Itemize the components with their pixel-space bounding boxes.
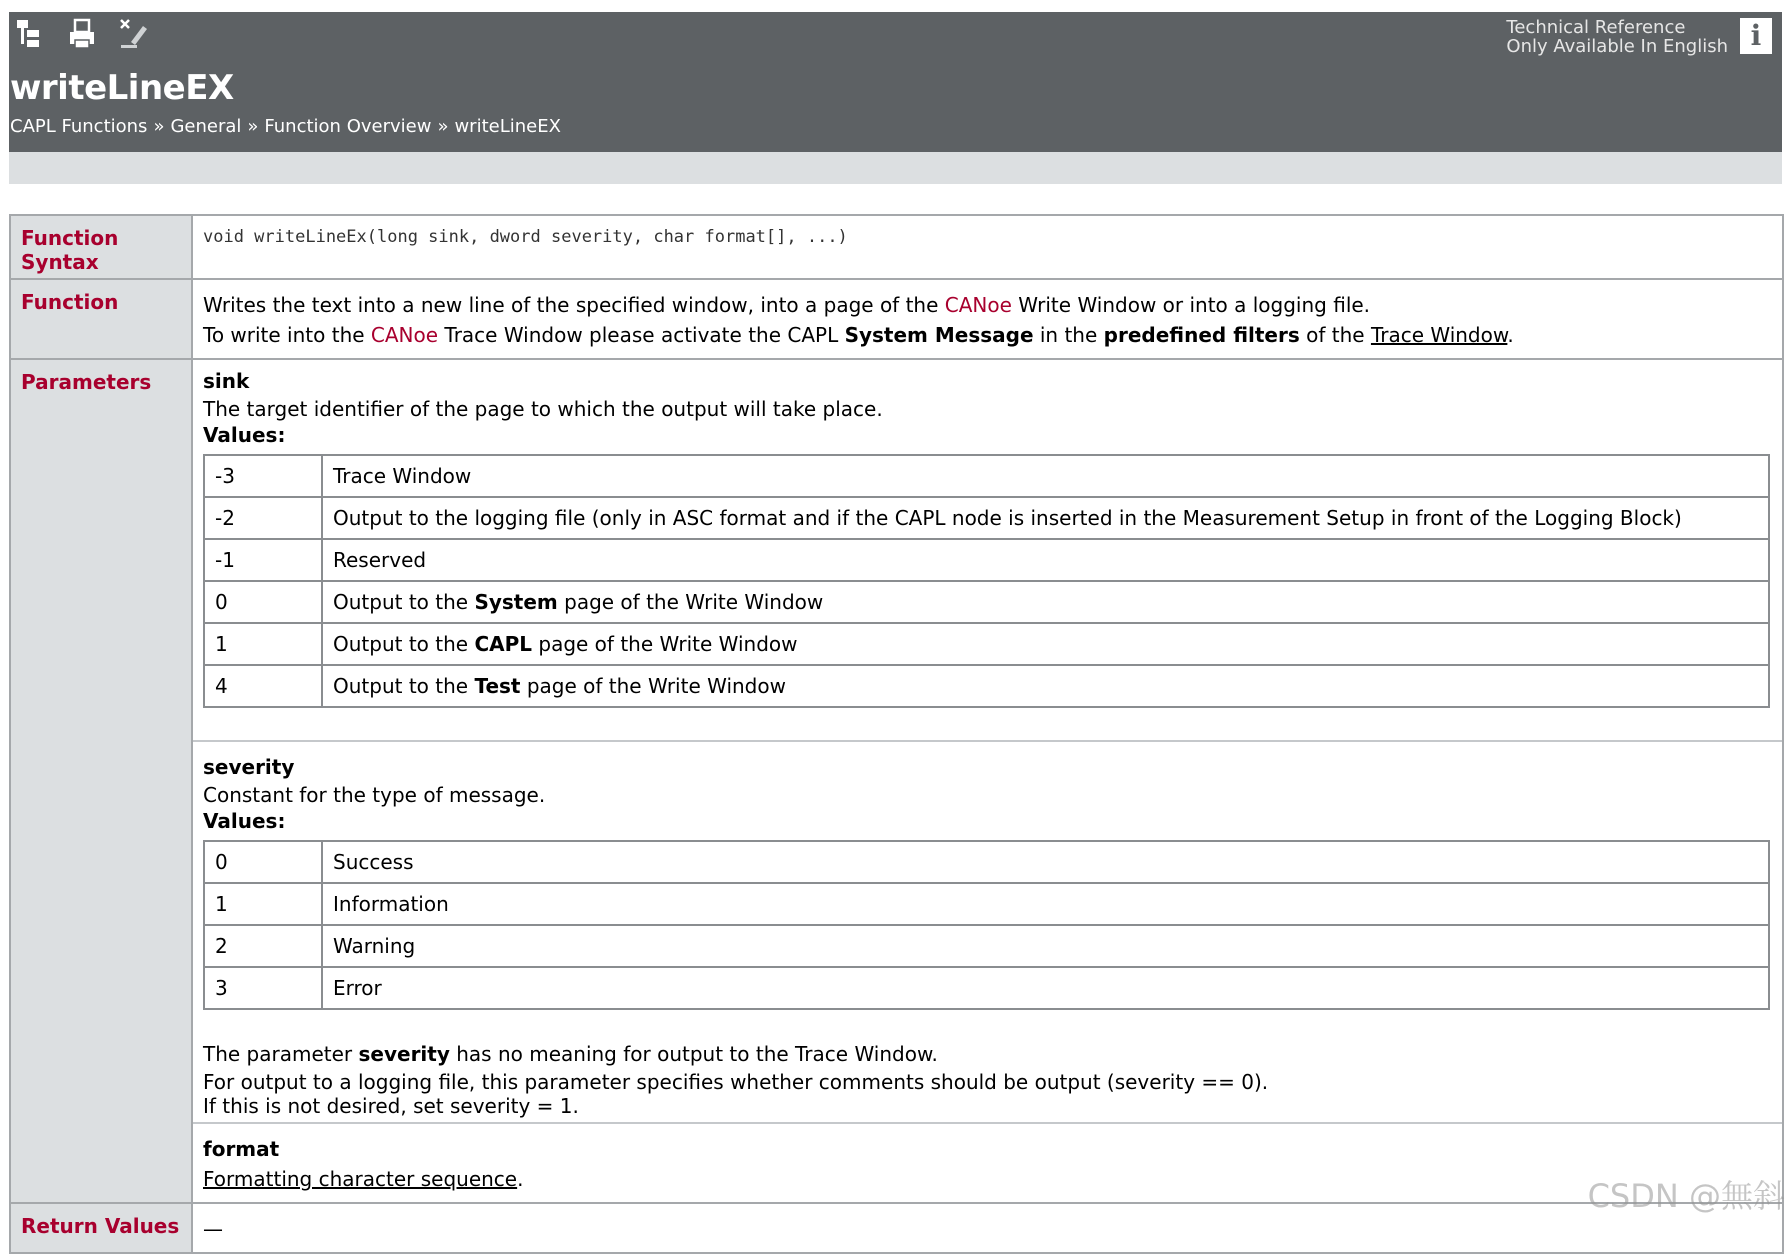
close-edit-icon[interactable]	[119, 18, 149, 50]
value-cell: 0	[204, 841, 322, 883]
text: has no meaning for output to the Trace Window.	[449, 1042, 938, 1066]
table-row	[204, 841, 1769, 883]
tech-ref-line2: Only Available In English	[1506, 36, 1728, 57]
breadcrumb-current: writeLineEX	[454, 116, 561, 137]
page-title: writeLineEX	[10, 68, 234, 108]
meaning-cell: Success	[322, 841, 1769, 883]
tech-ref-line1: Technical Reference	[1506, 17, 1686, 38]
canoe-term: CANoe	[370, 323, 439, 347]
watermark: CSDN @無斜	[1587, 1177, 1785, 1215]
param-name-format: format	[203, 1137, 280, 1161]
text: Output to the	[333, 632, 475, 656]
meaning-cell: Warning	[322, 925, 1769, 967]
severity-term: severity	[358, 1042, 450, 1066]
text: page of the Write Window	[520, 674, 786, 698]
meaning-cell	[322, 497, 1769, 539]
value-cell: 3	[204, 967, 322, 1009]
parameters-label: Parameters	[10, 359, 192, 1203]
return-values-row	[10, 1203, 1783, 1253]
text: page of the Write Window	[532, 632, 798, 656]
values-label: Values:	[203, 423, 286, 447]
value-cell: -3	[204, 455, 322, 497]
value-cell: 0	[204, 581, 322, 623]
function-line-1	[203, 290, 1772, 320]
text: Writes the text into a new line of the specified window, into a page of the	[203, 293, 945, 317]
param-severity	[203, 752, 1772, 1134]
breadcrumb-capl-functions[interactable]: CAPL Functions	[10, 116, 148, 137]
text: .	[1507, 323, 1514, 347]
table-row	[204, 967, 1769, 1009]
text: To write into the	[203, 323, 371, 347]
meaning-cell	[322, 665, 1769, 707]
breadcrumb-function-overview[interactable]: Function Overview	[264, 116, 432, 137]
reference-table	[9, 214, 1784, 1254]
meaning-cell: Error	[322, 967, 1769, 1009]
value-cell: 1	[204, 883, 322, 925]
text: of the	[1299, 323, 1371, 347]
table-row	[204, 581, 1769, 623]
param-name-sink: sink	[203, 369, 250, 393]
values-label: Values:	[203, 809, 286, 833]
param-format	[203, 1134, 1772, 1194]
param-sink	[203, 364, 1772, 752]
breadcrumb-separator: »	[247, 116, 259, 137]
meaning-cell	[322, 581, 1769, 623]
syntax-row	[10, 215, 1783, 279]
function-line-2	[203, 320, 1772, 350]
parameters-content	[192, 359, 1783, 1203]
syntax-label-line1: Function	[21, 226, 119, 250]
sub-header-bar	[9, 152, 1782, 184]
table-row	[204, 883, 1769, 925]
table-row	[204, 455, 1769, 497]
severity-note-3: If this is not desired, set severity = 1.	[203, 1094, 579, 1118]
function-label: Function	[10, 279, 192, 359]
text: Reserved	[333, 548, 427, 572]
value-cell: 2	[204, 925, 322, 967]
toolbar	[15, 18, 149, 50]
severity-note-2: For output to a logging file, this parameter specifies whether comments should be output (severity == 0).	[203, 1070, 1269, 1094]
return-values-content: —	[192, 1203, 1783, 1253]
function-description	[192, 279, 1783, 359]
severity-note	[203, 1042, 1772, 1118]
canoe-term: CANoe	[944, 293, 1012, 317]
value-cell: -2	[204, 497, 322, 539]
breadcrumb-general[interactable]: General	[170, 116, 242, 137]
breadcrumb-separator: »	[437, 116, 449, 137]
parameters-row	[10, 359, 1783, 1203]
meaning-cell	[322, 455, 1769, 497]
param-desc-severity: Constant for the type of message.	[203, 783, 546, 807]
table-row	[204, 925, 1769, 967]
syntax-code: void writeLineEx(long sink, dword severity, char format[], ...)	[203, 227, 848, 247]
param-desc-sink: The target identifier of the page to which the output will take place.	[203, 397, 883, 421]
page-header	[9, 12, 1782, 152]
predefined-filters-term: predefined filters	[1103, 323, 1300, 347]
page-name: CAPL	[474, 632, 533, 656]
syntax-label-line2: Syntax	[21, 250, 99, 274]
text: Trace Window	[333, 464, 472, 488]
value-cell: 4	[204, 665, 322, 707]
meaning-cell: Information	[322, 883, 1769, 925]
function-row	[10, 279, 1783, 359]
print-icon[interactable]	[67, 18, 97, 50]
trace-window-link[interactable]: Trace Window	[1370, 323, 1508, 347]
severity-values-table	[203, 840, 1770, 1010]
text: Output to the	[333, 590, 475, 614]
breadcrumb	[10, 116, 561, 137]
breadcrumb-separator: »	[153, 116, 165, 137]
text: .	[517, 1167, 524, 1191]
severity-note-1	[203, 1042, 1772, 1066]
divider	[193, 1122, 1782, 1124]
system-message-term: System Message	[844, 323, 1034, 347]
text: Trace Window please activate the CAPL	[438, 323, 845, 347]
table-row	[204, 539, 1769, 581]
value-cell: 1	[204, 623, 322, 665]
divider	[193, 740, 1782, 742]
info-icon[interactable]: i	[1740, 18, 1772, 54]
meaning-cell	[322, 623, 1769, 665]
sink-values-table	[203, 454, 1770, 708]
text: The parameter	[203, 1042, 359, 1066]
param-desc-format	[203, 1164, 1772, 1194]
value-cell: -1	[204, 539, 322, 581]
text: Output to the	[333, 674, 475, 698]
return-values-label: Return Values	[10, 1203, 192, 1253]
param-name-severity: severity	[203, 755, 295, 779]
syntax-label	[10, 215, 192, 279]
page-name: Test	[474, 674, 521, 698]
table-row	[204, 623, 1769, 665]
text: Write Window or into a logging file.	[1011, 293, 1371, 317]
text: Output to the logging file (only in ASC format and if the CAPL node is inserted in the Measurement Setup in front of the Logging Block)	[333, 506, 1682, 530]
table-row	[204, 665, 1769, 707]
tree-view-icon[interactable]	[15, 18, 45, 50]
formatting-sequence-link[interactable]: Formatting character sequence	[203, 1167, 518, 1191]
table-row	[204, 497, 1769, 539]
page-name: System	[474, 590, 558, 614]
syntax-content	[192, 215, 1783, 279]
text: page of the Write Window	[557, 590, 824, 614]
meaning-cell	[322, 539, 1769, 581]
technical-reference-note	[1506, 18, 1728, 56]
text: in the	[1033, 323, 1104, 347]
